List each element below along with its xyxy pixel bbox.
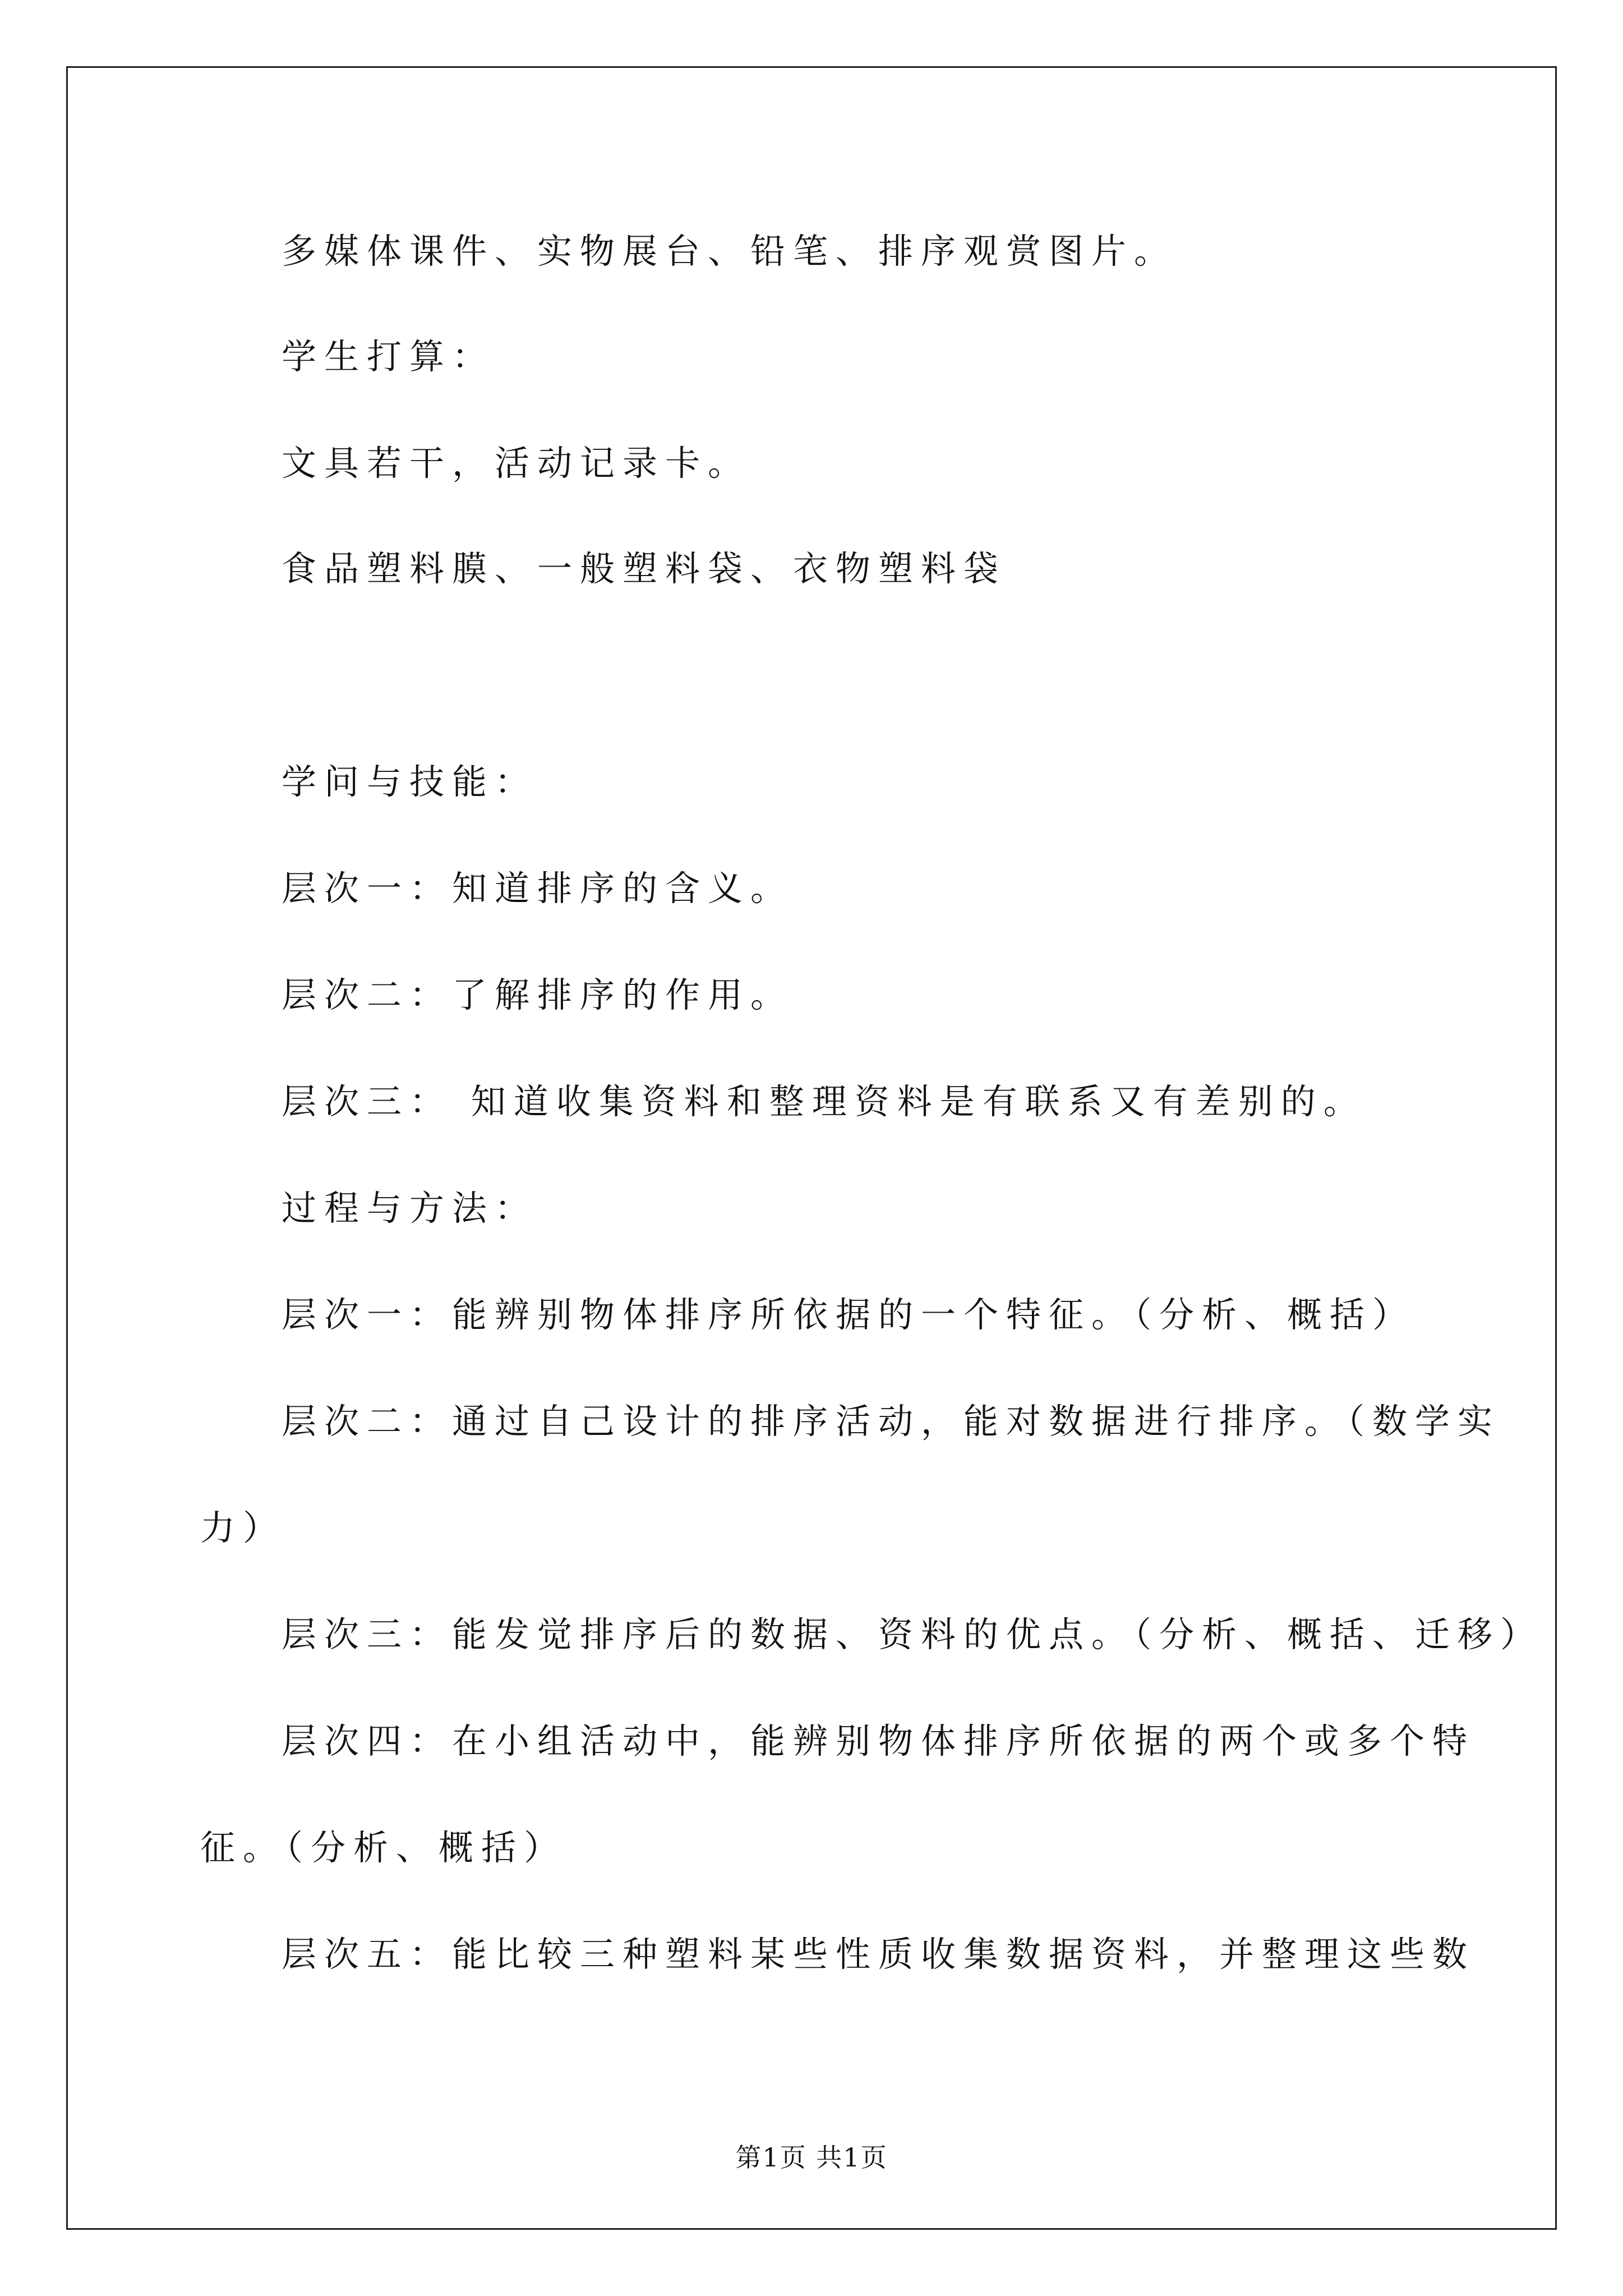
paragraph-plastic-bags: 食品塑料膜、一般塑料袋、衣物塑料袋 <box>282 548 1007 589</box>
page-footer: 第1页 共1页 <box>735 2142 888 2173</box>
paragraph-process-level-3: 层次三：能发觉排序后的数据、资料的优点。（分析、概括、迁移） <box>282 1614 1543 1655</box>
heading-knowledge-skills: 学问与技能： <box>282 761 538 802</box>
paragraph-materials: 多媒体课件、实物展台、铅笔、排序观赏图片。 <box>282 231 1177 272</box>
paragraph-stationery: 文具若干，活动记录卡。 <box>282 443 751 484</box>
page-border <box>66 66 1557 2230</box>
paragraph-process-level-4: 层次四：在小组活动中，能辨别物体排序所依据的两个或多个特 <box>282 1720 1476 1761</box>
paragraph-process-level-2: 层次二：通过自己设计的排序活动，能对数据进行排序。（数学实 <box>282 1401 1501 1442</box>
paragraph-process-level-2-cont: 力） <box>200 1507 286 1548</box>
paragraph-level-3: 层次三： 知道收集资料和整理资料是有联系又有差别的。 <box>282 1081 1366 1122</box>
paragraph-student-prep: 学生打算： <box>282 336 495 377</box>
paragraph-level-2: 层次二：了解排序的作用。 <box>282 974 794 1015</box>
paragraph-level-1: 层次一：知道排序的含义。 <box>282 868 794 909</box>
heading-process-method: 过程与方法： <box>282 1188 538 1228</box>
paragraph-process-level-4-cont: 征。（分析、概括） <box>200 1827 567 1868</box>
paragraph-process-level-5: 层次五：能比较三种塑料某些性质收集数据资料，并整理这些数 <box>282 1934 1476 1975</box>
paragraph-process-level-1: 层次一：能辨别物体排序所依据的一个特征。（分析、概括） <box>282 1294 1415 1335</box>
